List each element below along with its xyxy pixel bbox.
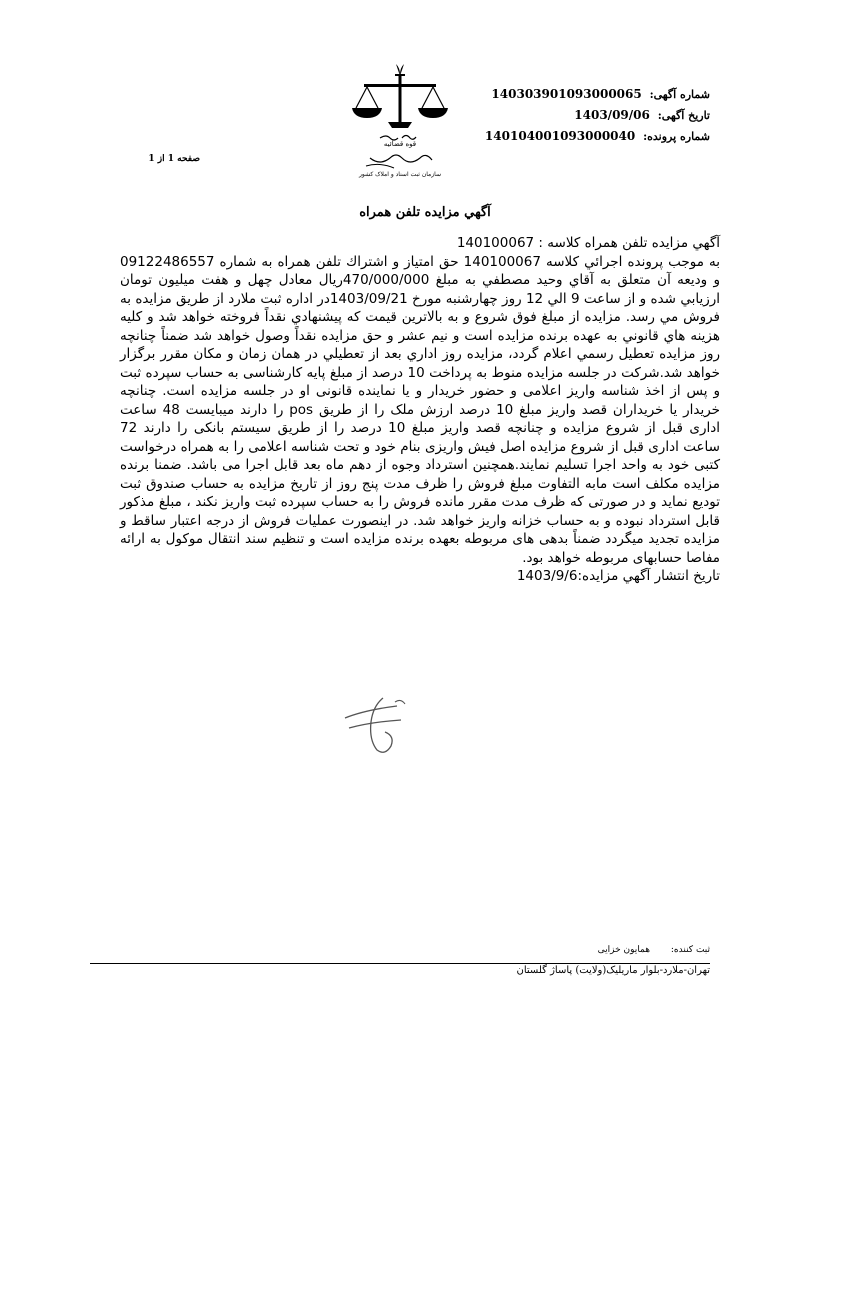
- notice-body: [120, 234, 720, 586]
- notice-publish-date: تاريخ انتشار آگهي مزايده:1403/9/6: [516, 568, 720, 584]
- case-number-value: 140104001093000040: [484, 129, 636, 143]
- logo-top-text: قوه قضائیه: [383, 140, 417, 148]
- registrar-name: همایون خزایی: [597, 945, 651, 955]
- ad-metadata: [470, 84, 710, 147]
- ad-number-value: 140303901093000065: [491, 87, 642, 101]
- logo-bottom-text: سازمان ثبت اسناد و املاک کشور: [358, 171, 442, 178]
- document-title: آگهي مزايده تلفن همراه: [359, 205, 491, 220]
- footer-divider: [90, 963, 710, 964]
- ad-number-row: [470, 84, 710, 105]
- case-number-label: شماره پرونده:: [643, 130, 710, 143]
- judiciary-emblem-logo: [340, 60, 460, 180]
- signature-mark: [335, 692, 415, 762]
- page-number: صفحه 1 از 1: [148, 154, 200, 164]
- ad-date-row: [470, 105, 710, 126]
- ad-date-label: تاریخ آگهی:: [657, 109, 710, 122]
- office-address: تهران-ملارد-بلوار ماریلیک(ولایت) پاساژ گلستان: [516, 965, 710, 976]
- registrar-label: ثبت کننده:: [670, 945, 710, 955]
- notice-main-paragraph: به موجب پرونده اجرائي کلاسه 140100067 حق امتياز و اشتراك تلفن همراه به شماره 09122486557 و وديعه آن متعلق به آقاي وحيد مصطفي به مبلغ 470/000/000ريال معادل چهل و هفت ميليون تومان ارزيابي شده و از ساعت 9 الي 12 روز چهارشنبه مورخ 1403/09/21در اداره ثبت ملارد از طريق مزايده به فروش مي رسد. مزايده از مبلغ فوق شروع و به بالاترين قيمت كه پيشنهادي نقداً فروخته خواهد شد و كليه هزينه هاي قانوني به عهده برنده مزايده است و نيم عشر و حق مزايده نقداً وصول خواهد شد ضمناً چنانچه روز مزايده تعطيل رسمي اعلام گردد، مزايده روز اداري بعد از تعطيلي در همان زمان و مكان مقرر برگزار خواهد شد.شرکت در جلسه مزايده منوط به پرداخت 10 درصد از مبلغ پایه کارشناسی به حساب سپرده ثبت و پس از اخذ شناسه واریز اعلامی و حضور خریدار و یا نماینده قانونی او در جلسه مزایده است. چنانچه خریدار یا خریداران قصد واریز مبلغ 10 درصد ارزش ملک را از طریق pos را دارند میبایست 48 ساعت اداری قبل از شروع مزایده و چنانچه قصد واریز مبلغ 10 درصد را از طریق سیستم بانکی را دارند 72 ساعت اداری قبل از شروع مزایده اصل فیش واریزی بنام خود و تحت شناسه اعلامی را به همراه درخواست کتبی خود به واحد اجرا تسلیم نمایند.همچنین استرداد وجوه از دهم ماه بعد قابل اجرا می باشد. ضمنا برنده مزایده مکلف است مابه التفاوت مبلغ فروش را ظرف مدت پنج روز از تاریخ مزایده به حساب صندوق ثبت تودیع نماید و در صورتی که ظرف مدت مقرر مانده فروش را به حساب سپرده ثبت واریز نکند ، مبلغ مذکور قابل استرداد نبوده و به حساب خزانه واریز خواهد شد. در اینصورت عملیات فروش از درجه اعتبار ساقط و مزایده تجدید میگردد ضمناً بدهی های مربوطه بعهده برنده مزایده است و تنظیم سند انتقال موکول به ارائه مفاصا حسابهای مربوطه خواهد بود.: [120, 253, 721, 566]
- notice-case-line: آگهي مزايده تلفن همراه کلاسه : 140100067: [456, 235, 720, 251]
- ad-number-label: شماره آگهی:: [649, 88, 710, 101]
- case-number-row: [470, 126, 710, 147]
- registrar: [560, 945, 710, 955]
- ad-date-value: 1403/09/06: [574, 108, 650, 122]
